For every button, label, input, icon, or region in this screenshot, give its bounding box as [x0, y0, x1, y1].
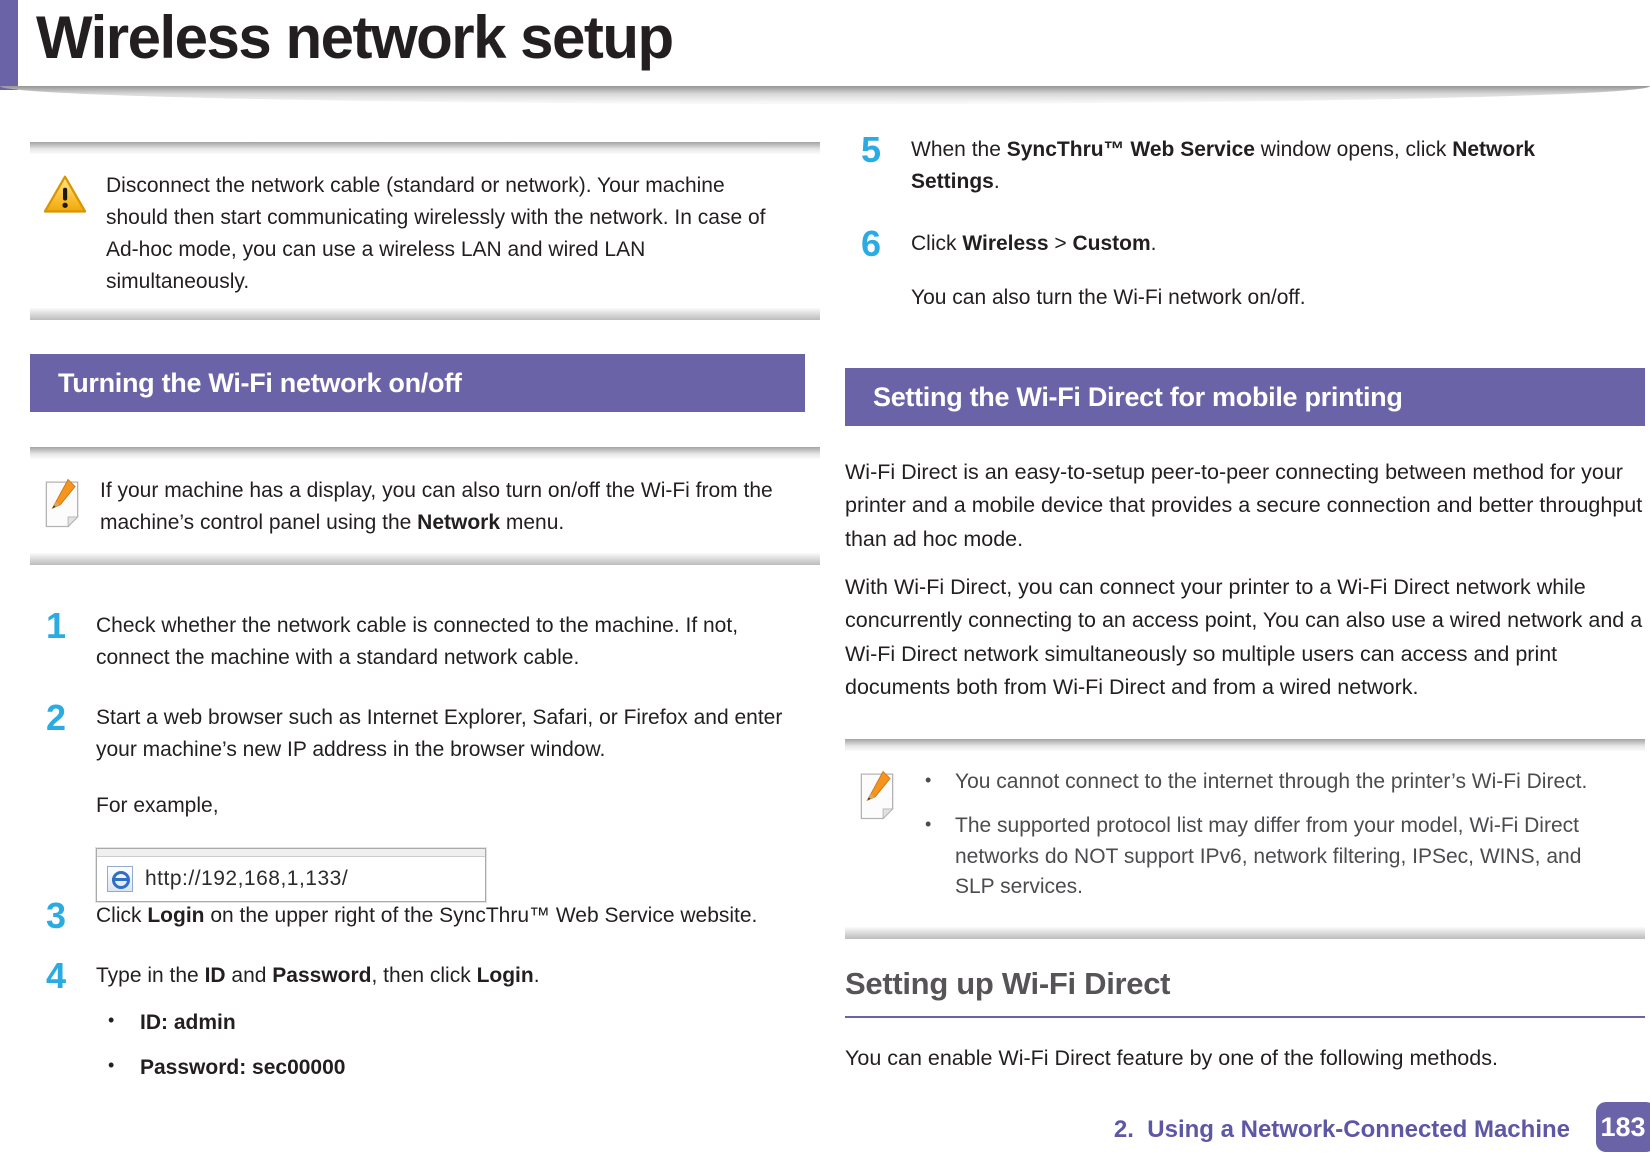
step-1 [30, 605, 796, 674]
address-url: http://192,168,1,133/ [145, 866, 349, 890]
box-bottom-border [30, 553, 820, 565]
section-header-label: Setting the Wi-Fi Direct for mobile printing [873, 381, 1403, 412]
list-item: • The supported protocol list may differ from your model, Wi-Fi Direct networks do NOT support IPv6, network filtering, IPSec, WINS, and SLP services. [915, 811, 1617, 902]
step-additional-text: You can also turn the Wi-Fi network on/off. [911, 285, 1306, 309]
list-item [96, 1008, 796, 1037]
step-4 [30, 955, 796, 1083]
credential-id: • ID: admin [140, 1010, 236, 1034]
note-bullet-list [915, 767, 1617, 917]
step-6 [845, 223, 1611, 314]
ie-browser-icon [107, 866, 133, 892]
note-pencil-icon [857, 767, 897, 826]
footer-chapter-label: 2. Using a Network-Connected Machine [1113, 1116, 1570, 1143]
step-number: 4 [46, 955, 67, 996]
step-text: Check whether the network cable is connected to the machine. If not, connect the machine with a standard network cable. [96, 614, 739, 669]
page-number-badge [1596, 1102, 1650, 1152]
paragraph: Wi-Fi Direct is an easy-to-setup peer-to-peer connecting between method for your printer and a mobile device that provides a secure connection and better throughput than ad hoc mode. [845, 460, 1643, 551]
subsection-rule [845, 1016, 1645, 1018]
box-top-border [845, 739, 1645, 751]
step-2 [30, 697, 796, 902]
warning-icon [42, 170, 88, 221]
browser-address-bar [96, 848, 486, 902]
note-box-right [845, 739, 1645, 911]
note-text: If your machine has a display, you can also turn on/off the Wi-Fi from the machine’s control panel using the Network menu. [100, 479, 773, 534]
warning-text: Disconnect the network cable (standard or network). Your machine should then start communicating wirelessly with the network. In case of Ad-hoc mode, you can use a wireless LAN and wired LAN simultaneously. [106, 174, 766, 293]
step-5 [845, 129, 1611, 198]
step-text: Start a web browser such as Internet Explorer, Safari, or Firefox and enter your machine’s new IP address in the browser window. [96, 706, 783, 761]
step-number: 2 [46, 697, 67, 738]
step-text: When the SyncThru™ Web Service window opens, click Network Settings. [911, 138, 1536, 193]
step-number: 3 [46, 895, 67, 936]
section-header-turning-wifi [30, 354, 805, 412]
note-pencil-icon [42, 475, 82, 534]
box-top-border [30, 447, 820, 459]
step-text: Click Wireless > Custom. [911, 232, 1157, 255]
paragraph: You can enable Wi-Fi Direct feature by one of the following methods. [845, 1046, 1498, 1070]
note-box-left [30, 447, 820, 565]
box-top-border [30, 142, 820, 154]
list-item [96, 1053, 796, 1082]
subsection-heading: Setting up Wi-Fi Direct [845, 966, 1171, 1001]
example-label: For example, [96, 793, 219, 817]
paragraph: With Wi-Fi Direct, you can connect your printer to a Wi-Fi Direct network while concurrently connecting to an access point, You can also use a wired network and a Wi-Fi Direct network simultaneously so multiple users can access and print documents both from Wi-Fi Direct and from a wired network. [845, 575, 1643, 699]
section-header-wifi-direct [845, 368, 1645, 426]
browser-toolbar-edge [97, 849, 485, 857]
list-item: • You cannot connect to the internet through the printer’s Wi-Fi Direct. [915, 767, 1617, 797]
credentials-list [96, 1008, 796, 1083]
step-number: 6 [861, 223, 882, 264]
step-3 [30, 895, 796, 936]
box-bottom-border [30, 308, 820, 320]
page-number: 183 [1600, 1111, 1646, 1142]
box-bottom-border [845, 927, 1645, 939]
step-number: 1 [46, 605, 67, 646]
step-number: 5 [861, 129, 882, 170]
step-text: Type in the ID and Password, then click Login. [96, 964, 540, 987]
warning-box [30, 142, 820, 294]
title-accent-bar [0, 0, 18, 90]
credential-password: • Password: sec00000 [140, 1056, 346, 1080]
title-divider-swoosh [0, 86, 1650, 104]
page-title: Wireless network setup [36, 4, 673, 71]
section-header-label: Turning the Wi-Fi network on/off [58, 367, 462, 398]
step-text: Click Login on the upper right of the SyncThru™ Web Service website. [96, 904, 758, 927]
